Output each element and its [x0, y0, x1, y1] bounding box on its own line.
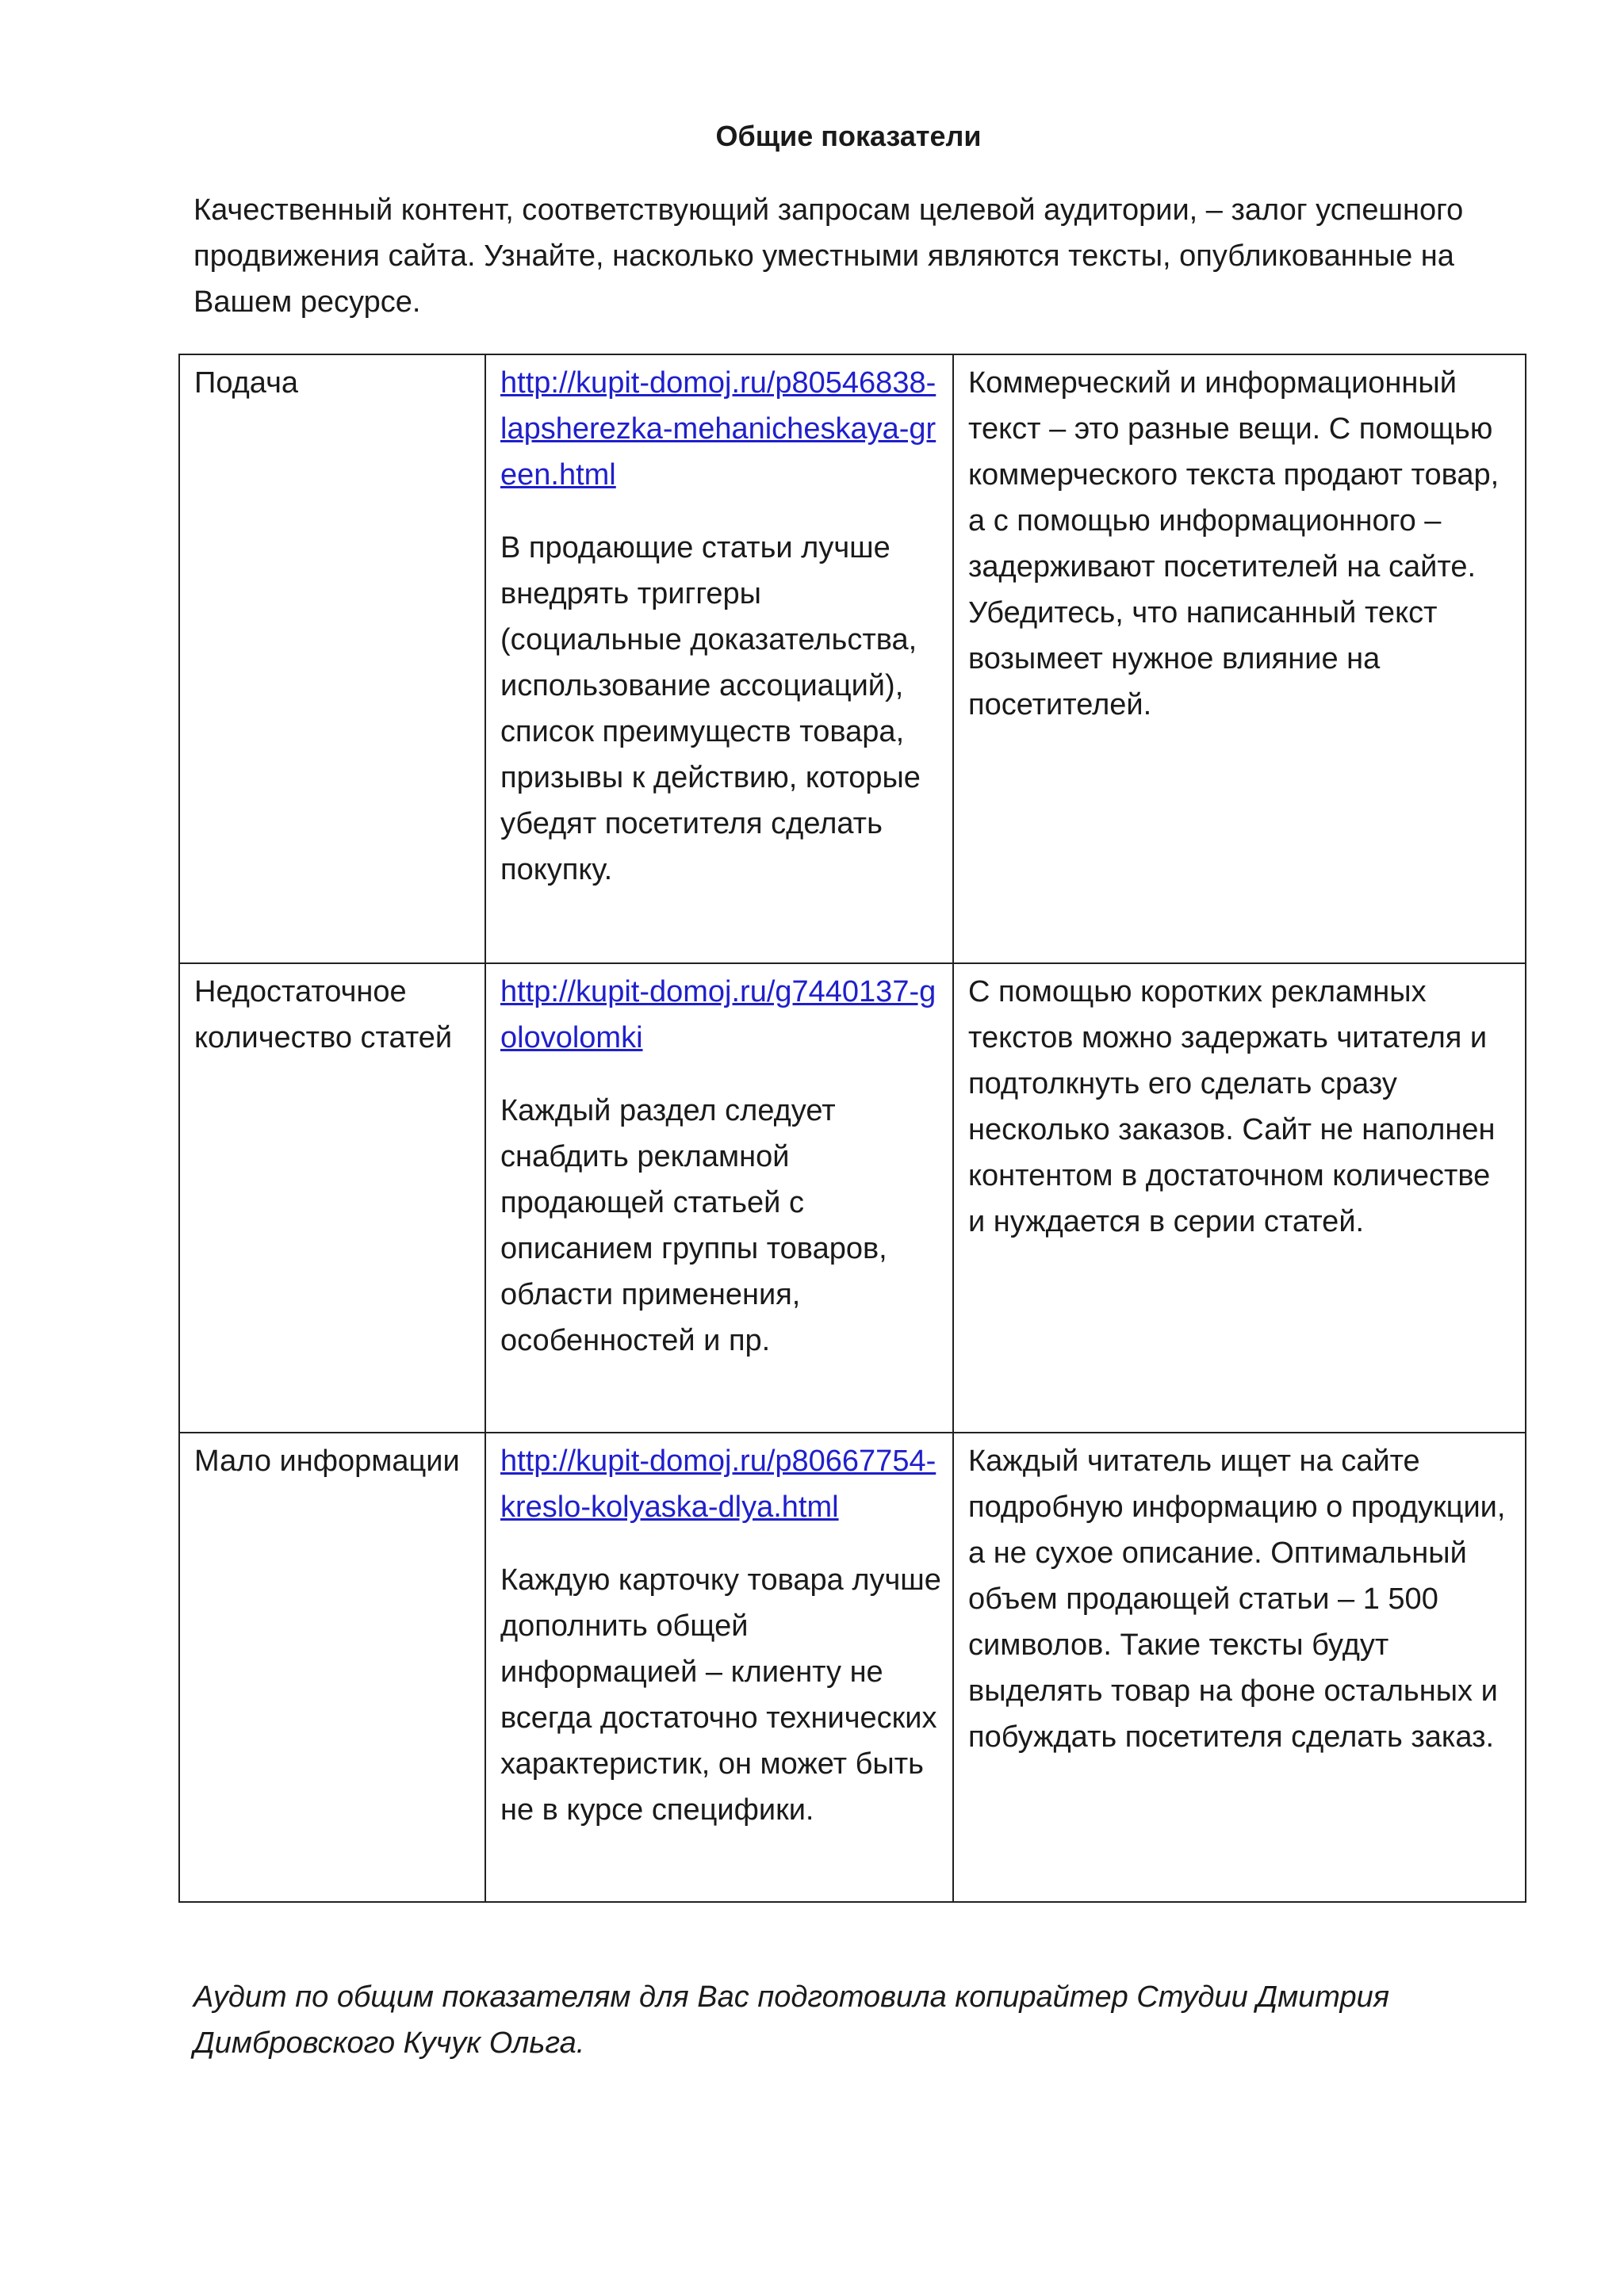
- page-link[interactable]: http://kupit-domoj.ru/g7440137-golovolomki: [500, 975, 936, 1054]
- comment-cell: [953, 354, 1526, 963]
- audit-table: [178, 354, 1526, 1903]
- comment-text: Каждый читатель ищет на сайте подробную информацию о продукции, а не сухое описание. Оптимальный объем продающей статьи – 1 500 символов. Такие тексты будут выделять товар на фоне остальных и побуждать посетителя сделать заказ.: [968, 1445, 1506, 1754]
- table-row: [179, 354, 1526, 963]
- intro-paragraph: Качественный контент, соответствующий запросам целевой аудитории, – залог успешного продвижения сайта. Узнайте, насколько уместными являются тексты, опубликованные на Вашем ресурсе.: [193, 193, 1464, 319]
- issue-cell: [179, 1433, 485, 1902]
- issue-label: Недостаточное количество статей: [194, 975, 453, 1054]
- link-cell: [485, 1433, 953, 1902]
- recommendation-text: Каждую карточку товара лучше дополнить общей информацией – клиенту не всегда достаточно технических характеристик, он может быть не в курсе специфики.: [500, 1563, 941, 1827]
- table-row: [179, 963, 1526, 1433]
- table-row: [179, 1433, 1526, 1902]
- page-link[interactable]: http://kupit-domoj.ru/p80546838-lapsherezka-mehanicheskaya-green.html: [500, 366, 936, 492]
- issue-label: Подача: [194, 366, 299, 400]
- link-cell: [485, 354, 953, 963]
- footer-signature: Аудит по общим показателям для Вас подготовила копирайтер Студии Дмитрия Димбровского Кучук Ольга.: [193, 1980, 1390, 2060]
- recommendation-text: Каждый раздел следует снабдить рекламной продающей статьей с описанием группы товаров, области применения, особенностей и пр.: [500, 1094, 887, 1357]
- recommendation-text: В продающие статьи лучше внедрять триггеры (социальные доказательства, использование ассоциаций), список преимуществ товара, призывы к действию, которые убедят посетителя сделать покупку.: [500, 531, 921, 886]
- issue-cell: [179, 354, 485, 963]
- comment-text: С помощью коротких рекламных текстов можно задержать читателя и подтолкнуть его сделать сразу несколько заказов. Сайт не наполнен контентом в достаточном количестве и нуждается в серии статей.: [968, 975, 1496, 1238]
- issue-label: Мало информации: [194, 1445, 460, 1478]
- comment-cell: [953, 1433, 1526, 1902]
- issue-cell: [179, 963, 485, 1433]
- page-title: Общие показатели: [715, 120, 982, 152]
- comment-text: Коммерческий и информационный текст – это разные вещи. С помощью коммерческого текста продают товар, а с помощью информационного – задерживают посетителей на сайте. Убедитесь, что написанный текст возымеет нужное влияние на посетителей.: [968, 366, 1500, 721]
- comment-cell: [953, 963, 1526, 1433]
- link-cell: [485, 963, 953, 1433]
- page-link[interactable]: http://kupit-domoj.ru/p80667754-kreslo-kolyaska-dlya.html: [500, 1445, 936, 1524]
